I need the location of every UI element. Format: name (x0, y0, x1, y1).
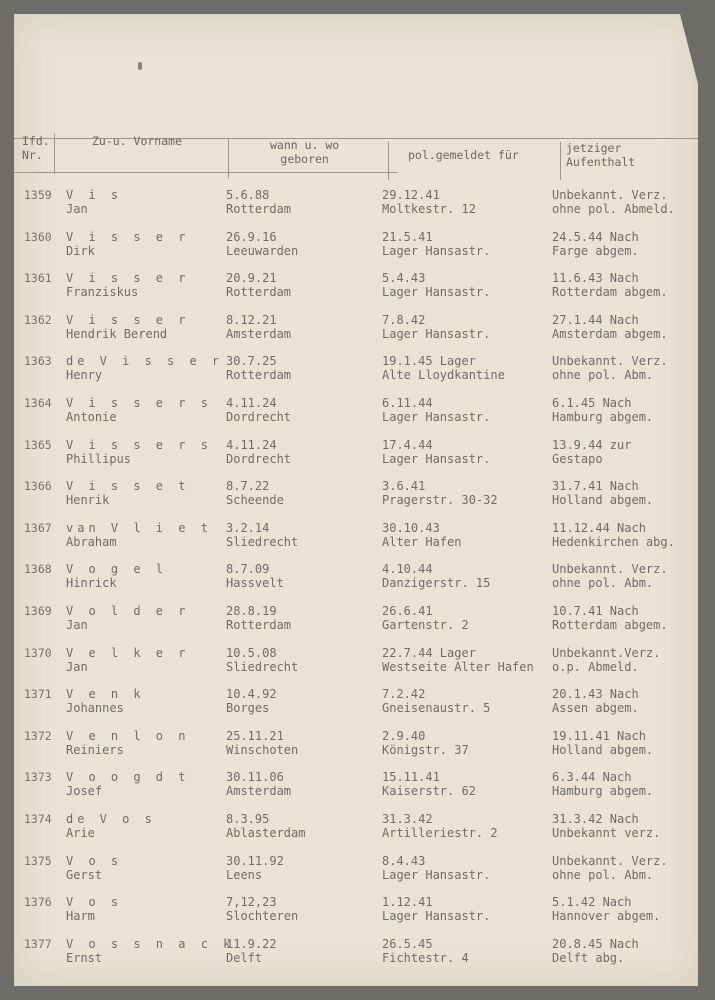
registration-address: Artilleriestr. 2 (382, 826, 498, 840)
birth-date: 8.7.22 (226, 479, 270, 494)
birth-date: 10.5.08 (226, 645, 277, 660)
current-residence-line1: 20.8.45 Nach (552, 936, 639, 951)
given-name: Josef (66, 784, 103, 799)
entry-number: 1373 (24, 770, 52, 785)
current-residence-line2: ohne pol. Abm. (552, 576, 654, 591)
entry-number: 1369 (24, 604, 52, 618)
current-residence-line1: 11.12.44 Nach (552, 520, 646, 535)
registration-date: 5.4.43 (382, 271, 426, 286)
registration-date: 15.11.41 (382, 770, 440, 785)
registration-address: Moltkestr. 12 (382, 202, 476, 216)
register-row (14, 895, 698, 935)
given-name: Jan (66, 618, 88, 632)
register-row (14, 230, 698, 270)
birth-date: 11.9.22 (226, 936, 277, 951)
paper-mark (138, 62, 142, 70)
register-row (14, 937, 698, 977)
birth-place: Leens (226, 867, 263, 882)
given-name: Phillipus (66, 451, 132, 466)
registration-address: Lager Hansastr. (382, 243, 491, 258)
entry-number: 1376 (24, 895, 52, 910)
birth-place: Leeuwarden (226, 243, 299, 258)
registration-date: 3.6.41 (382, 479, 426, 494)
birth-place: Winschoten (226, 742, 299, 757)
register-row (14, 521, 698, 561)
header-nr: Ifd. Nr. (22, 134, 50, 162)
registration-address: Lager Hansastr. (382, 451, 491, 466)
registration-date: 2.9.40 (382, 728, 426, 743)
given-name: Jan (66, 659, 88, 674)
registration-date: 29.12.41 (382, 188, 440, 202)
header-divider-1 (54, 134, 55, 174)
register-row (14, 854, 698, 894)
registration-address: Lager Hansastr. (382, 410, 491, 424)
entry-number: 1374 (24, 812, 52, 826)
current-residence-line2: Amsterdam abgem. (552, 326, 668, 341)
given-name: Abraham (66, 534, 117, 549)
current-residence-line2: ohne pol. Abmeld. (552, 202, 675, 216)
birth-place: Sliedrecht (226, 659, 299, 674)
register-row (14, 354, 698, 394)
current-residence-line2: Assen abgem. (552, 701, 639, 716)
current-residence-line2: o.p. Abmeld. (552, 659, 639, 674)
birth-date: 4.11.24 (226, 437, 277, 452)
registration-address: Westseite Alter Hafen (382, 659, 534, 674)
surname: V o g e l (66, 562, 168, 577)
header-birth: wann u. wo geboren (270, 138, 340, 166)
entry-number: 1365 (24, 437, 52, 452)
surname: V i s s e t (66, 479, 190, 494)
registration-date: 26.6.41 (382, 604, 433, 618)
registration-address: Fichtestr. 4 (382, 950, 469, 965)
entry-number: 1375 (24, 853, 52, 868)
birth-place: Sliedrecht (226, 534, 299, 549)
given-name: Jan (66, 202, 88, 216)
surname: V e n k (66, 687, 145, 702)
birth-place: Hassvelt (226, 576, 284, 591)
surname: V o o g d t (66, 770, 190, 785)
register-row (14, 604, 698, 644)
registration-date: 31.3.42 (382, 812, 433, 826)
registration-address: Königstr. 37 (382, 742, 469, 757)
current-residence-line1: 19.11.41 Nach (552, 728, 646, 743)
registration-address: Lager Hansastr. (382, 326, 491, 341)
registration-address: Lager Hansastr. (382, 867, 491, 882)
entry-number: 1366 (24, 479, 52, 494)
entry-number: 1372 (24, 728, 52, 743)
birth-place: Rotterdam (226, 202, 292, 216)
surname: V o l d e r (66, 604, 190, 618)
registration-address: Kaiserstr. 62 (382, 784, 476, 799)
header-name: Zu-u. Vorname (92, 134, 183, 148)
registration-date: 7.8.42 (382, 312, 426, 327)
entry-number: 1359 (24, 188, 52, 202)
birth-place: Borges (226, 701, 270, 716)
birth-date: 20.9.21 (226, 271, 277, 286)
surname: V i s s e r s (66, 437, 212, 452)
current-residence-line1: Unbekannt.Verz. (552, 645, 661, 660)
given-name: Antonie (66, 410, 117, 424)
registration-date: 21.5.41 (382, 229, 433, 244)
current-residence-line2: Hannover abgem. (552, 909, 661, 924)
register-row (14, 729, 698, 769)
birth-date: 8.3.95 (226, 812, 270, 826)
current-residence-line2: Farge abgem. (552, 243, 639, 258)
given-name: Hinrick (66, 576, 117, 591)
registration-address: Alter Hafen (382, 534, 462, 549)
surname: V o s (66, 853, 123, 868)
current-residence-line2: Rotterdam abgem. (552, 618, 668, 632)
birth-place: Rotterdam (226, 618, 292, 632)
register-row (14, 812, 698, 852)
header-divider-3 (388, 142, 389, 180)
current-residence-line1: 10.7.41 Nach (552, 604, 639, 618)
current-residence-line2: ohne pol. Abm. (552, 368, 654, 383)
given-name: Harm (66, 909, 95, 924)
birth-date: 4.11.24 (226, 396, 277, 410)
birth-place: Ablasterdam (226, 826, 306, 840)
current-residence-line2: Delft abg. (552, 950, 625, 965)
entry-number: 1360 (24, 229, 52, 244)
header-divider-2 (228, 138, 229, 178)
registration-address: Lager Hansastr. (382, 909, 491, 924)
register-row (14, 479, 698, 519)
current-residence-line2: Gestapo (552, 451, 603, 466)
entry-number: 1363 (24, 354, 52, 369)
registration-date: 30.10.43 (382, 520, 440, 535)
given-name: Henrik (66, 493, 110, 508)
current-residence-line2: Rotterdam abgem. (552, 285, 668, 300)
registration-date: 8.4.43 (382, 853, 426, 868)
register-row (14, 646, 698, 686)
current-residence-line1: 11.6.43 Nach (552, 271, 639, 286)
given-name: Johannes (66, 701, 124, 716)
registration-date: 4.10.44 (382, 562, 433, 577)
birth-place: Amsterdam (226, 326, 292, 341)
current-residence-line2: Hamburg abgem. (552, 410, 654, 424)
surname: V i s s e r (66, 229, 190, 244)
current-residence-line2: Hamburg abgem. (552, 784, 654, 799)
birth-place: Rotterdam (226, 368, 292, 383)
entry-number: 1377 (24, 936, 52, 951)
registration-address: Lager Hansastr. (382, 285, 491, 300)
surname: V i s (66, 188, 123, 202)
birth-date: 8.12.21 (226, 312, 277, 327)
birth-place: Delft (226, 950, 263, 965)
registration-date: 1.12.41 (382, 895, 433, 910)
register-row (14, 562, 698, 602)
given-name: Henry (66, 368, 103, 383)
birth-place: Scheende (226, 493, 284, 508)
registration-address: Alte Lloydkantine (382, 368, 505, 383)
registration-address: Gneisenaustr. 5 (382, 701, 491, 716)
registration-date: 19.1.45 Lager (382, 354, 476, 369)
header-bottom-rule (14, 172, 398, 173)
current-residence-line1: 31.7.41 Nach (552, 479, 639, 494)
birth-date: 3.2.14 (226, 520, 270, 535)
current-residence-line1: 13.9.44 zur (552, 437, 632, 452)
entry-number: 1368 (24, 562, 52, 577)
register-row (14, 313, 698, 353)
current-residence-line1: Unbekannt. Verz. (552, 562, 668, 577)
current-residence-line1: Unbekannt. Verz. (552, 188, 668, 202)
register-row (14, 770, 698, 810)
birth-date: 30.11.06 (226, 770, 284, 785)
registration-date: 6.11.44 (382, 396, 433, 410)
registration-date: 22.7.44 Lager (382, 645, 476, 660)
current-residence-line1: 20.1.43 Nach (552, 687, 639, 702)
birth-place: Dordrecht (226, 451, 292, 466)
register-row (14, 271, 698, 311)
given-name: Hendrik Berend (66, 326, 168, 341)
current-residence-line2: ohne pol. Abm. (552, 867, 654, 882)
document-page (14, 14, 698, 986)
birth-place: Rotterdam (226, 285, 292, 300)
current-residence-line1: 24.5.44 Nach (552, 229, 639, 244)
given-name: Dirk (66, 243, 95, 258)
birth-date: 28.8.19 (226, 604, 277, 618)
surname: de V o s (66, 812, 156, 826)
birth-place: Amsterdam (226, 784, 292, 799)
surname: V o s s n a c k (66, 936, 235, 951)
register-row (14, 438, 698, 478)
birth-date: 30.11.92 (226, 853, 284, 868)
surname: V i s s e r (66, 312, 190, 327)
entry-number: 1370 (24, 645, 52, 660)
entry-number: 1364 (24, 396, 52, 410)
birth-place: Slochteren (226, 909, 299, 924)
torn-corner (680, 14, 698, 84)
current-residence-line1: 27.1.44 Nach (552, 312, 639, 327)
surname: V i s s e r s (66, 396, 212, 410)
register-row (14, 687, 698, 727)
header-divider-4 (560, 142, 561, 180)
registration-date: 17.4.44 (382, 437, 433, 452)
surname: van V l i e t (66, 520, 212, 535)
registration-address: Danzigerstr. 15 (382, 576, 491, 591)
given-name: Franziskus (66, 285, 139, 300)
birth-date: 25.11.21 (226, 728, 284, 743)
birth-date: 7,12,23 (226, 895, 277, 910)
registration-date: 7.2.42 (382, 687, 426, 702)
current-residence-line1: 5.1.42 Nach (552, 895, 632, 910)
header-residence: jetziger Aufenthalt (566, 141, 636, 169)
register-row (14, 188, 698, 228)
surname: V e l k e r (66, 645, 190, 660)
surname: V o s (66, 895, 123, 910)
surname: de V i s s e r (66, 354, 224, 369)
birth-date: 30.7.25 (226, 354, 277, 369)
register-row (14, 396, 698, 436)
birth-date: 10.4.92 (226, 687, 277, 702)
given-name: Ernst (66, 950, 103, 965)
registration-address: Gartenstr. 2 (382, 618, 469, 632)
birth-date: 5.6.88 (226, 188, 270, 202)
registration-address: Pragerstr. 30-32 (382, 493, 498, 508)
given-name: Reiniers (66, 742, 124, 757)
surname: V i s s e r (66, 271, 190, 286)
given-name: Gerst (66, 867, 103, 882)
current-residence-line1: 6.3.44 Nach (552, 770, 632, 785)
birth-date: 26.9.16 (226, 229, 277, 244)
current-residence-line2: Holland abgem. (552, 493, 654, 508)
registration-date: 26.5.45 (382, 936, 433, 951)
surname: V e n l o n (66, 728, 190, 743)
current-residence-line2: Holland abgem. (552, 742, 654, 757)
current-residence-line1: Unbekannt. Verz. (552, 354, 668, 369)
birth-date: 8.7.09 (226, 562, 270, 577)
header-registered: pol.gemeldet für (408, 148, 519, 162)
current-residence-line2: Hedenkirchen abg. (552, 534, 675, 549)
entry-number: 1361 (24, 271, 52, 286)
current-residence-line1: 31.3.42 Nach (552, 812, 639, 826)
entry-number: 1367 (24, 520, 52, 535)
current-residence-line2: Unbekannt verz. (552, 826, 661, 840)
current-residence-line1: 6.1.45 Nach (552, 396, 632, 410)
birth-place: Dordrecht (226, 410, 292, 424)
current-residence-line1: Unbekannt. Verz. (552, 853, 668, 868)
given-name: Arie (66, 826, 95, 840)
entry-number: 1371 (24, 687, 52, 702)
entry-number: 1362 (24, 312, 52, 327)
